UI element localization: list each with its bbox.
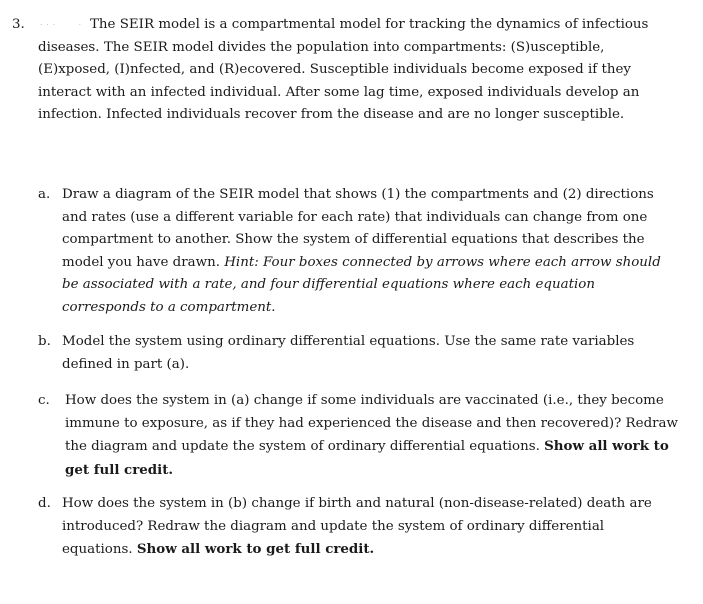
part-a xyxy=(38,184,678,320)
part-c-text: How does the system in (a) change if some individuals are vaccinated (i.e., they become immune to exposure, as if they had experienced the disease and then recovered)? Redraw the diagram and update the system of ordinary differential equations. xyxy=(65,393,678,455)
question-number: 3. xyxy=(12,17,25,32)
part-d-letter: d. xyxy=(38,496,51,511)
part-d-emphasis: Show all work to get full credit. xyxy=(136,541,375,558)
part-d-text: How does the system in (b) change if birth and natural (non-disease-related) death are introduced? Redraw the diagram and update the system of ordinary differential equations. xyxy=(62,496,652,558)
part-c-letter: c. xyxy=(38,393,50,408)
part-c xyxy=(38,390,678,482)
question-intro-text: The SEIR model is a compartmental model for tracking the dynamics of infectious diseases. The SEIR model divides the population into compartments: (S)usceptible, (E)xposed, (I)nfected, and (R)ecovered. Susceptible individuals become exposed if they interact with an infected individual. After some lag time, exposed individuals develop an infection. Infected individuals recover from the disease and are no longer susceptible. xyxy=(38,17,649,123)
faint-marker-icon: · · · · xyxy=(40,21,82,29)
part-d xyxy=(38,493,678,562)
part-c-body xyxy=(65,390,678,482)
question-intro xyxy=(38,14,678,127)
part-a-text: Draw a diagram of the SEIR model that shows (1) the compartments and (2) directions and rates (use a different variable for each rate) that individuals can change from one compartment to another. Show the system of differential equations that describes the model you have drawn. xyxy=(62,187,654,270)
part-b-text: Model the system using ordinary differential equations. Use the same rate variables defined in part (a). xyxy=(62,334,635,372)
part-d-body xyxy=(62,493,678,562)
part-b xyxy=(38,331,678,376)
part-b-body xyxy=(62,331,678,376)
part-c-emphasis: Show all work to get full credit. xyxy=(65,438,669,478)
part-a-body xyxy=(62,184,678,320)
part-a-letter: a. xyxy=(38,187,51,202)
part-b-letter: b. xyxy=(38,334,51,349)
part-a-hint: Hint: Four boxes connected by arrows where each arrow should be associated with a rate, and four differential equations where each equation corresponds to a compartment. xyxy=(62,254,661,315)
